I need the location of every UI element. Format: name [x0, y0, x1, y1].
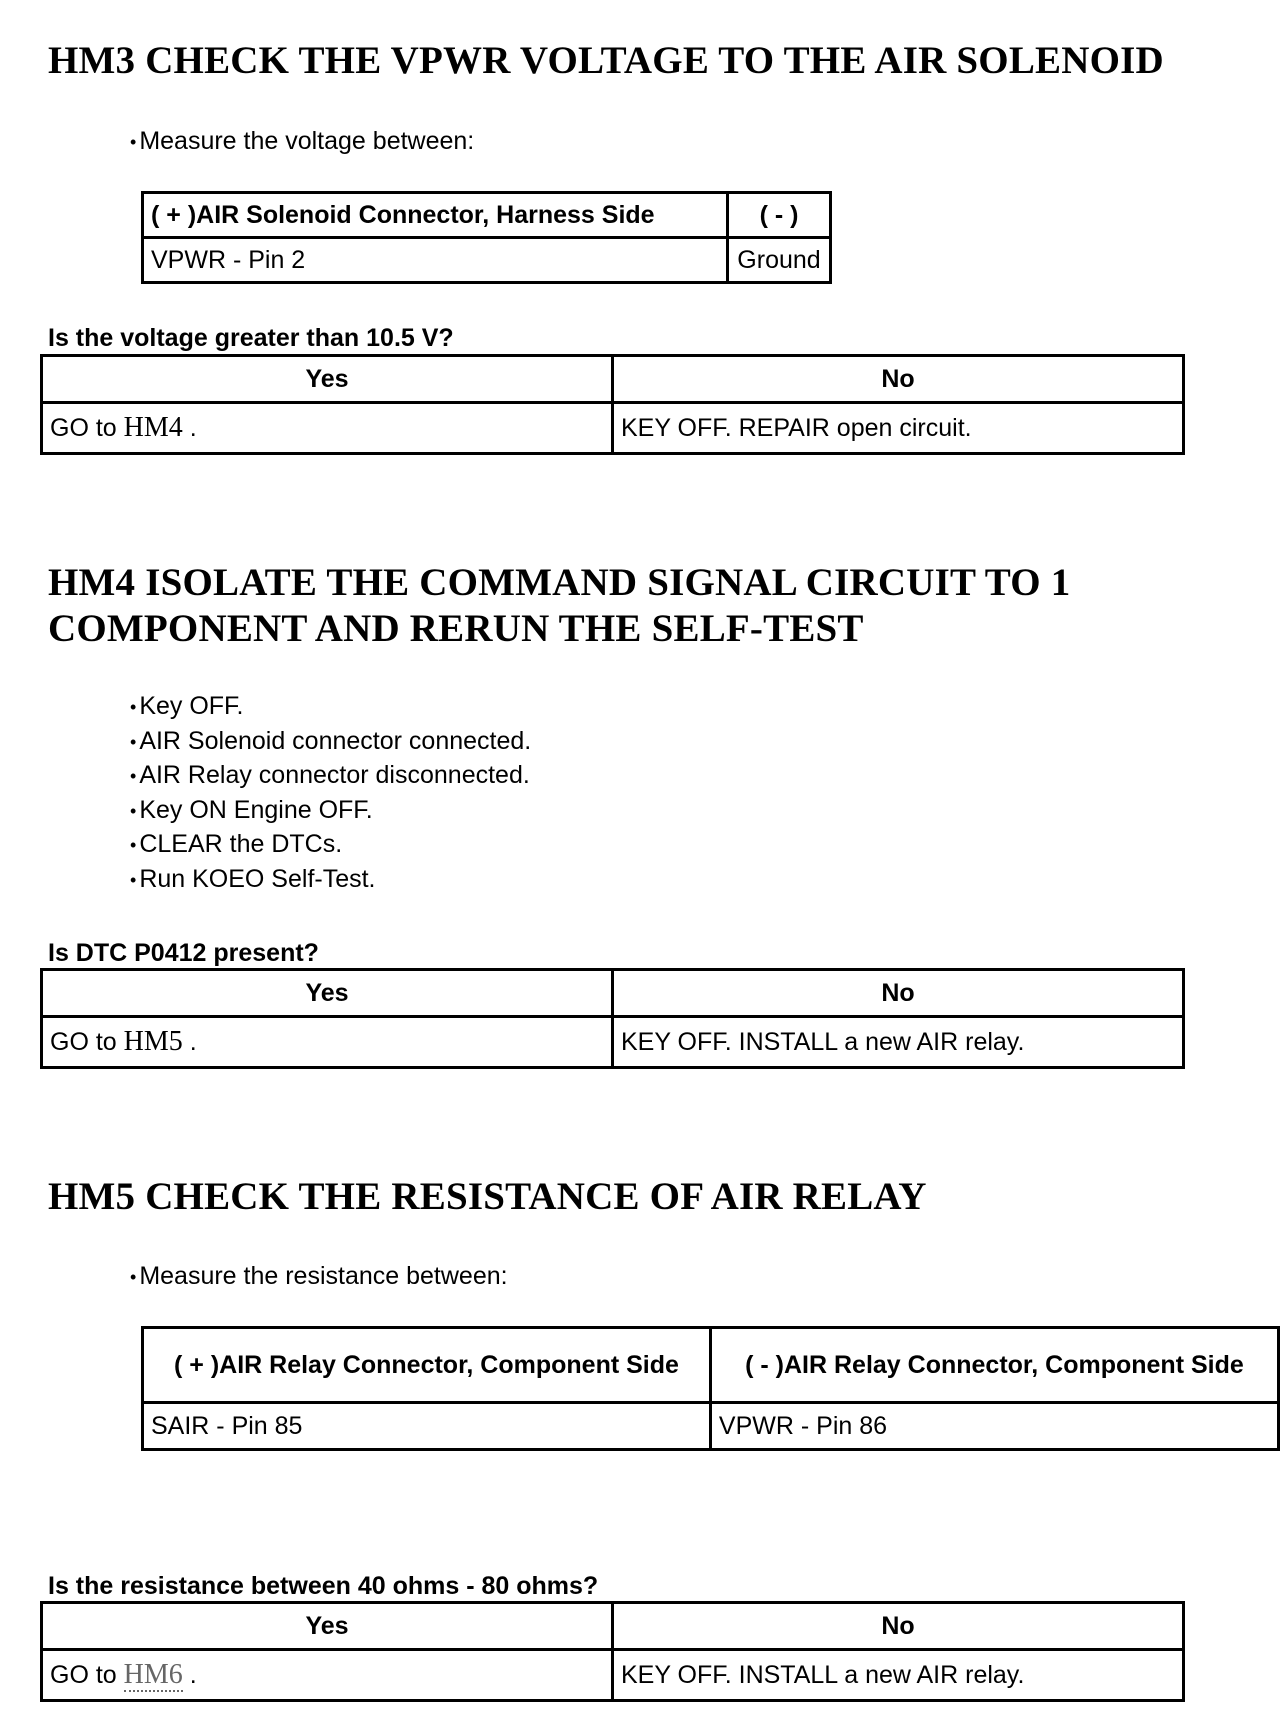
- hm5-answer-table: [40, 1601, 1185, 1702]
- hm4-no-header: No: [613, 970, 1184, 1017]
- hm4-yes-header: Yes: [42, 970, 613, 1017]
- hm3-measure-header-negative: ( - ): [728, 193, 831, 238]
- hm5-yes-prefix: GO to: [50, 1661, 117, 1689]
- hm4-bullet: • AIR Solenoid connector connected.: [130, 724, 531, 759]
- hm5-yes-suffix: .: [189, 1661, 197, 1689]
- hm4-goto-hm5[interactable]: HM5: [123, 1026, 183, 1057]
- hm3-measure-cell-negative: Ground: [728, 238, 831, 283]
- hm5-yes-cell: [42, 1650, 613, 1701]
- hm4-answer-table: [40, 968, 1185, 1069]
- hm3-yes-cell: [42, 403, 613, 454]
- hm4-no-cell: KEY OFF. INSTALL a new AIR relay.: [613, 1017, 1184, 1068]
- hm4-question: Is DTC P0412 present?: [48, 939, 319, 967]
- hm3-goto-hm4[interactable]: HM4: [123, 412, 183, 443]
- hm5-bullet-list: [130, 1259, 508, 1294]
- hm3-bullet-list: [130, 124, 474, 159]
- hm5-measure-header-positive: ( + )AIR Relay Connector, Component Side: [143, 1328, 711, 1403]
- hm5-question: Is the resistance between 40 ohms - 80 ohms?: [48, 1572, 599, 1600]
- hm3-question: Is the voltage greater than 10.5 V?: [48, 324, 454, 352]
- hm5-bullet: • Measure the resistance between:: [130, 1259, 508, 1294]
- hm3-heading: HM3 CHECK THE VPWR VOLTAGE TO THE AIR SOLENOID: [48, 39, 1164, 82]
- hm5-yes-header: Yes: [42, 1603, 613, 1650]
- hm5-measure-header-negative: ( - )AIR Relay Connector, Component Side: [710, 1328, 1278, 1403]
- hm4-yes-prefix: GO to: [50, 1028, 117, 1056]
- hm4-bullet: • Key ON Engine OFF.: [130, 793, 531, 828]
- hm4-heading-line2: COMPONENT AND RERUN THE SELF-TEST: [48, 607, 864, 650]
- hm3-measure-header-positive: ( + )AIR Solenoid Connector, Harness Side: [143, 193, 728, 238]
- hm4-bullet-list: [130, 689, 531, 896]
- hm5-heading: HM5 CHECK THE RESISTANCE OF AIR RELAY: [48, 1175, 927, 1218]
- hm3-measure-cell-positive: VPWR - Pin 2: [143, 238, 728, 283]
- hm5-goto-hm6-link[interactable]: HM6: [123, 1659, 183, 1690]
- hm3-yes-prefix: GO to: [50, 414, 117, 442]
- hm3-no-cell: KEY OFF. REPAIR open circuit.: [613, 403, 1184, 454]
- hm5-measure-cell-negative: VPWR - Pin 86: [710, 1403, 1278, 1450]
- hm5-no-header: No: [613, 1603, 1184, 1650]
- hm4-bullet: • AIR Relay connector disconnected.: [130, 758, 531, 793]
- hm5-measure-table: [141, 1326, 1280, 1451]
- hm3-yes-suffix: .: [189, 414, 197, 442]
- hm3-answer-table: [40, 354, 1185, 455]
- hm5-measure-cell-positive: SAIR - Pin 85: [143, 1403, 711, 1450]
- hm3-no-header: No: [613, 356, 1184, 403]
- hm4-heading-line1: HM4 ISOLATE THE COMMAND SIGNAL CIRCUIT TO 1: [48, 561, 1071, 604]
- hm3-measure-table: [141, 191, 832, 284]
- hm3-yes-header: Yes: [42, 356, 613, 403]
- hm4-bullet: • Key OFF.: [130, 689, 531, 724]
- hm3-bullet: • Measure the voltage between:: [130, 124, 474, 159]
- hm5-no-cell: KEY OFF. INSTALL a new AIR relay.: [613, 1650, 1184, 1701]
- hm4-yes-suffix: .: [189, 1028, 197, 1056]
- hm4-yes-cell: [42, 1017, 613, 1068]
- hm4-bullet: • Run KOEO Self-Test.: [130, 862, 531, 897]
- hm4-bullet: • CLEAR the DTCs.: [130, 827, 531, 862]
